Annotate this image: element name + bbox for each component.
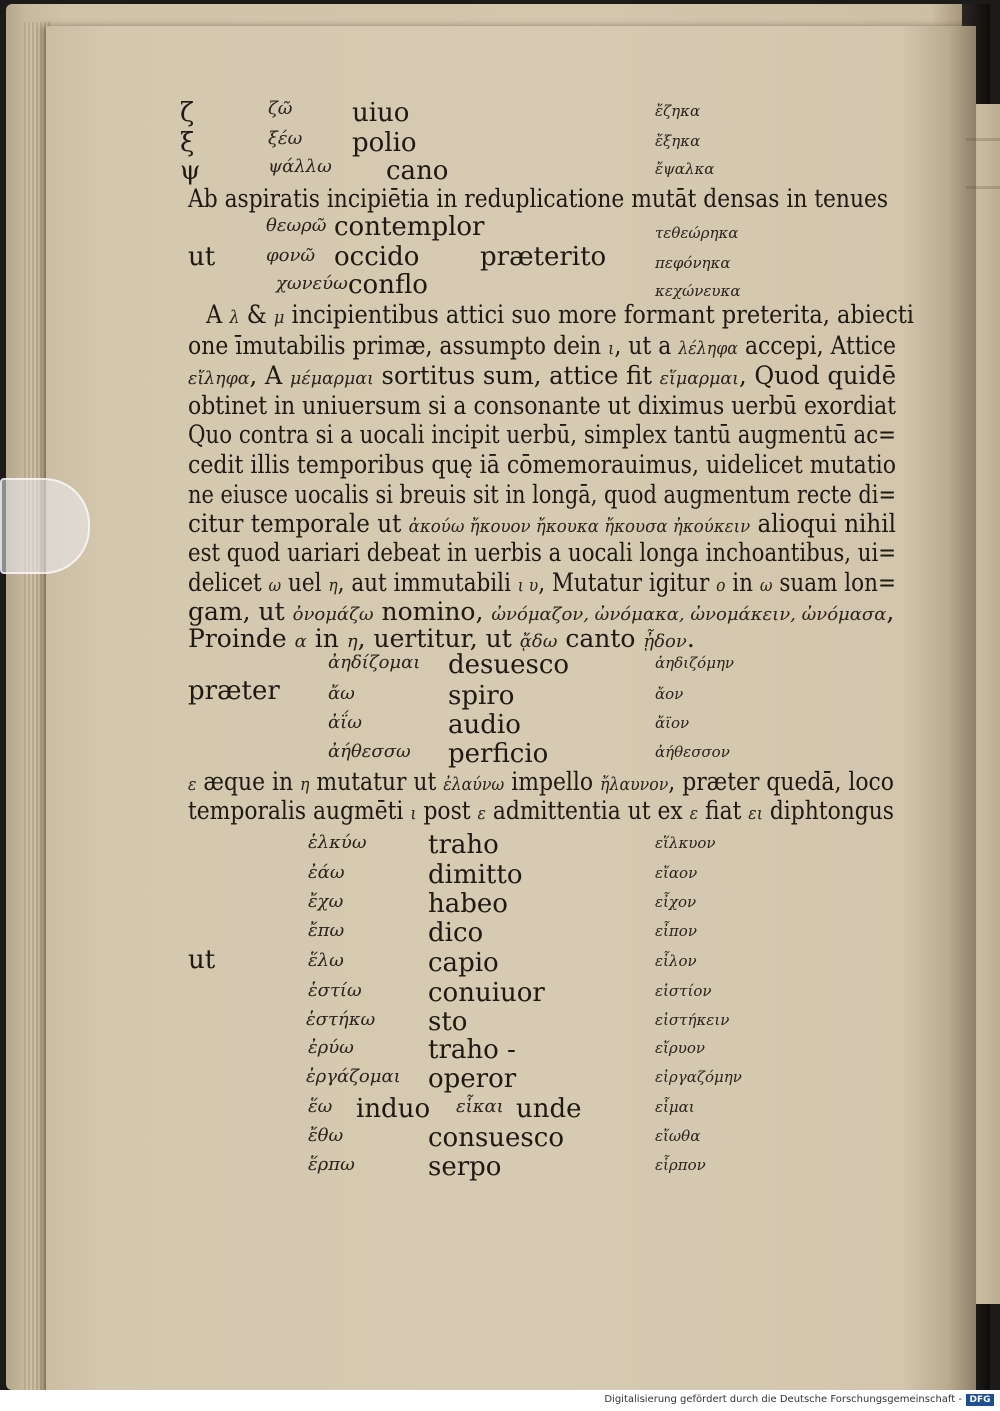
latin-text: , Quod quidē xyxy=(739,361,896,390)
greek-perfect: εἶχον xyxy=(655,893,697,911)
latin-gloss: consuesco xyxy=(428,1123,564,1153)
paragraph-line xyxy=(188,626,695,651)
latin-gloss: dico xyxy=(428,918,484,948)
greek-perfect: εἴαον xyxy=(655,864,698,882)
latin-text: Proinde xyxy=(188,624,295,653)
latin-text: nomino, xyxy=(373,597,492,626)
greek-inline: μέμαρμαι xyxy=(290,368,374,389)
greek-inline: ε xyxy=(689,803,699,824)
latin-gloss: sto xyxy=(428,1007,468,1037)
latin-text: , A xyxy=(249,361,291,390)
latin-gloss: traho - xyxy=(428,1035,516,1065)
greek-inline: ᾖδον xyxy=(643,631,687,652)
greek-verb: ἑστήκω xyxy=(306,1009,376,1030)
greek-perfect: ἀήθεσσον xyxy=(655,743,730,761)
latin-text: ne eiusce uocalis si breuis sit in longā, quod augmentum recte di= xyxy=(188,480,896,509)
latin-text: A xyxy=(206,300,230,329)
latin-text: citur temporale ut xyxy=(188,509,409,538)
rule-epsilon-line xyxy=(188,798,894,823)
latin-text: temporalis augmēti xyxy=(188,796,411,825)
greek-perfect: εἴρυον xyxy=(655,1039,706,1057)
paragraph-line xyxy=(188,333,896,358)
latin-text: Quo contra si a uocali incipit uerbū, simplex tantū augmentū ac= xyxy=(188,420,897,449)
latin-gloss: operor xyxy=(428,1064,517,1094)
latin-text: , aut immutabili xyxy=(337,568,518,597)
latin-text: alioqui nihil xyxy=(750,509,897,538)
greek-inline: ἤλαυνον xyxy=(600,774,669,795)
paragraph-line xyxy=(188,452,896,477)
greek-verb: ἄω xyxy=(328,683,355,704)
paragraph-line xyxy=(188,482,896,507)
latin-text: admittentia ut ex xyxy=(485,796,690,825)
greek-inline: λέληφα xyxy=(678,338,738,359)
greek-verb: ἑλκύω xyxy=(308,832,367,853)
latin-gloss: perficio xyxy=(448,739,549,769)
greek-verb: ψάλλω xyxy=(268,156,332,177)
greek-verb: ἑστίω xyxy=(308,980,362,1001)
latin-gloss: audio xyxy=(448,710,521,740)
latin-text: incipientibus attici suo more formant preterita, abiecti xyxy=(284,300,914,329)
greek-perfect: εἷλον xyxy=(655,952,697,970)
paragraph-line xyxy=(206,302,914,327)
greek-verb: ἕλω xyxy=(308,950,344,971)
footer-credit: Digitalisierung gefördert durch die Deutsche Forschungsgemeinschaft - xyxy=(604,1394,962,1405)
greek-perfect: ἄϊον xyxy=(655,714,690,732)
latin-text: , præter quedā, loco xyxy=(668,767,894,796)
paragraph-line xyxy=(188,599,894,624)
greek-perfect: εἱστήκειν xyxy=(655,1011,730,1029)
latin-gloss: capio xyxy=(428,948,499,978)
latin-text: , ut a xyxy=(614,331,679,360)
greek-perfect: κεχώνευκα xyxy=(655,282,741,300)
greek-perfect: εἱστίον xyxy=(655,982,712,1000)
greek-verb: ἐργάζομαι xyxy=(306,1066,401,1087)
latin-text: delicet xyxy=(188,568,269,597)
greek-verb: θεωρῶ xyxy=(266,215,327,236)
greek-inline: ι xyxy=(608,338,615,359)
label-praeterito: præterito xyxy=(480,242,607,272)
label-ut: ut xyxy=(188,242,216,272)
label-praeter: præter xyxy=(188,676,280,706)
latin-text: uel xyxy=(281,568,329,597)
greek-perfect: εἶπον xyxy=(655,922,697,940)
latin-gloss: cano xyxy=(386,156,449,186)
latin-gloss: induo xyxy=(356,1094,431,1124)
latin-text: in xyxy=(725,568,760,597)
dfg-logo: DFG xyxy=(966,1394,994,1406)
greek-inline: ὀνομάζω xyxy=(292,604,374,625)
greek-inline: ει xyxy=(748,803,763,824)
greek-inline: λ xyxy=(229,307,240,328)
latin-gloss: desuesco xyxy=(448,650,570,680)
greek-verb: ξέω xyxy=(268,128,303,149)
greek-inline: η xyxy=(328,575,338,596)
latin-text: obtinet in uniuersum si a consonante ut diximus uerbū exordiat xyxy=(188,391,896,420)
latin-text: , Mutatur igitur xyxy=(538,568,717,597)
greek-inline: η xyxy=(300,774,310,795)
letter-symbol: ζ xyxy=(180,98,195,128)
latin-text: impello xyxy=(504,767,601,796)
greek-verb: ἔπω xyxy=(308,920,345,941)
greek-verb: ζῶ xyxy=(268,98,293,119)
latin-gloss: dimitto xyxy=(428,860,523,890)
greek-verb: χωνεύω xyxy=(276,273,348,294)
greek-perfect: εἰργαζόμην xyxy=(655,1068,742,1086)
latin-text: canto xyxy=(557,624,644,653)
greek-perfect: εἴωθα xyxy=(655,1127,701,1145)
greek-inline: εἴληφα xyxy=(188,368,250,389)
greek-inline: εἵμαρμαι xyxy=(659,368,740,389)
latin-gloss: serpo xyxy=(428,1152,502,1182)
greek-inline: α xyxy=(294,631,307,652)
latin-gloss: conflo xyxy=(348,270,428,300)
greek-verb: ἀηδίζομαι xyxy=(328,652,421,673)
latin-text: Ab aspiratis incipiētia in reduplicatione mutāt densas in tenues xyxy=(188,184,889,213)
greek-inline: ε xyxy=(477,803,486,824)
paragraph-line xyxy=(188,363,896,388)
greek-verb: ἐάω xyxy=(308,862,345,883)
greek-verb: ἔθω xyxy=(308,1125,344,1146)
latin-gloss: habeo xyxy=(428,889,508,919)
greek-inline: ἀκούω ἤκουον ἤκουκα ἤκουσα ἠκούκειν xyxy=(408,516,751,537)
latin-gloss: spiro xyxy=(448,681,515,711)
latin-text: suam lon= xyxy=(772,568,897,597)
greek-perfect: πεφόνηκα xyxy=(655,254,731,272)
paragraph-line xyxy=(188,511,896,536)
paragraph-line xyxy=(188,393,896,418)
latin-text: . xyxy=(686,624,695,653)
label-ut: ut xyxy=(188,945,216,975)
paragraph-line xyxy=(188,540,896,565)
greek-verb: ἐρύω xyxy=(308,1037,354,1058)
greek-verb: εἷκαι xyxy=(456,1096,504,1117)
latin-text: post xyxy=(416,796,478,825)
paragraph-line xyxy=(188,570,896,595)
latin-gloss: conuiuor xyxy=(428,978,545,1008)
greek-verb: ἀΐω xyxy=(328,712,362,733)
greek-verb: ἔχω xyxy=(308,891,344,912)
greek-verb: ἀήθεσσω xyxy=(328,741,411,762)
latin-gloss: uiuo xyxy=(352,98,410,128)
greek-inline: ε xyxy=(188,774,197,795)
latin-text: fiat xyxy=(698,796,749,825)
facing-page-line xyxy=(966,138,1000,141)
greek-inline: ὠνόμαζον, ὠνόμακα, ὠνομάκειν, ὠνόμασα xyxy=(491,604,887,625)
latin-text: one īmutabilis primæ, assumpto dein xyxy=(188,331,609,360)
greek-perfect: τεθεώρηκα xyxy=(655,224,739,242)
latin-text: æque in xyxy=(196,767,301,796)
latin-text: cedit illis temporibus quę iā cōmemorauimus, uidelicet mutatio xyxy=(188,450,897,479)
greek-inline: ο xyxy=(716,575,726,596)
latin-gloss: occido xyxy=(334,242,420,272)
greek-perfect: ἀηδιζόμην xyxy=(655,654,735,672)
greek-perfect: εἵλκυον xyxy=(655,834,716,852)
rule-epsilon-line xyxy=(188,769,894,794)
rule-aspirates xyxy=(188,186,888,211)
greek-inline: ᾄδω xyxy=(519,631,558,652)
greek-inline: ω xyxy=(268,575,282,596)
facing-page-line xyxy=(966,186,1000,189)
greek-inline: η xyxy=(346,631,358,652)
latin-text: mutatur ut xyxy=(309,767,444,796)
greek-inline: ι xyxy=(410,803,417,824)
greek-perfect: ἔξηκα xyxy=(655,132,701,150)
greek-inline: ἐλαύνω xyxy=(443,774,505,795)
page-clip xyxy=(0,478,90,574)
latin-text: in xyxy=(306,624,347,653)
latin-gloss: polio xyxy=(352,128,417,158)
footer-bar xyxy=(0,1390,1000,1411)
latin-gloss: traho xyxy=(428,830,499,860)
greek-perfect: ἔζηκα xyxy=(655,102,701,120)
letter-symbol: ψ xyxy=(180,156,201,186)
greek-verb: φονῶ xyxy=(266,245,316,266)
latin-gloss: contemplor xyxy=(334,212,485,242)
greek-perfect: ἔψαλκα xyxy=(655,160,715,178)
latin-text: sortitus sum, attice fit xyxy=(373,361,660,390)
facing-page-edge xyxy=(972,104,1000,1304)
latin-text: & xyxy=(239,300,274,329)
greek-perfect: εἷμαι xyxy=(655,1098,695,1116)
greek-inline: ι υ xyxy=(517,575,539,596)
latin-text: est quod uariari debeat in uerbis a uocali longa inchoantibus, ui= xyxy=(188,538,897,567)
paragraph-line xyxy=(188,422,896,447)
latin-text: gam, ut xyxy=(188,597,293,626)
letter-symbol: ξ xyxy=(180,128,195,158)
greek-inline: μ xyxy=(273,307,285,328)
greek-verb: ἕρπω xyxy=(308,1154,355,1175)
greek-inline: ω xyxy=(759,575,773,596)
latin-text: , xyxy=(886,597,895,626)
greek-perfect: εἷρπον xyxy=(655,1156,706,1174)
greek-perfect: ἄον xyxy=(655,685,684,703)
latin-text: accepi, Attice xyxy=(737,331,896,360)
latin-gloss: unde xyxy=(516,1094,582,1124)
greek-verb: ἕω xyxy=(308,1096,333,1117)
latin-text: diphtongus xyxy=(762,796,894,825)
latin-text: , uertitur, ut xyxy=(357,624,520,653)
